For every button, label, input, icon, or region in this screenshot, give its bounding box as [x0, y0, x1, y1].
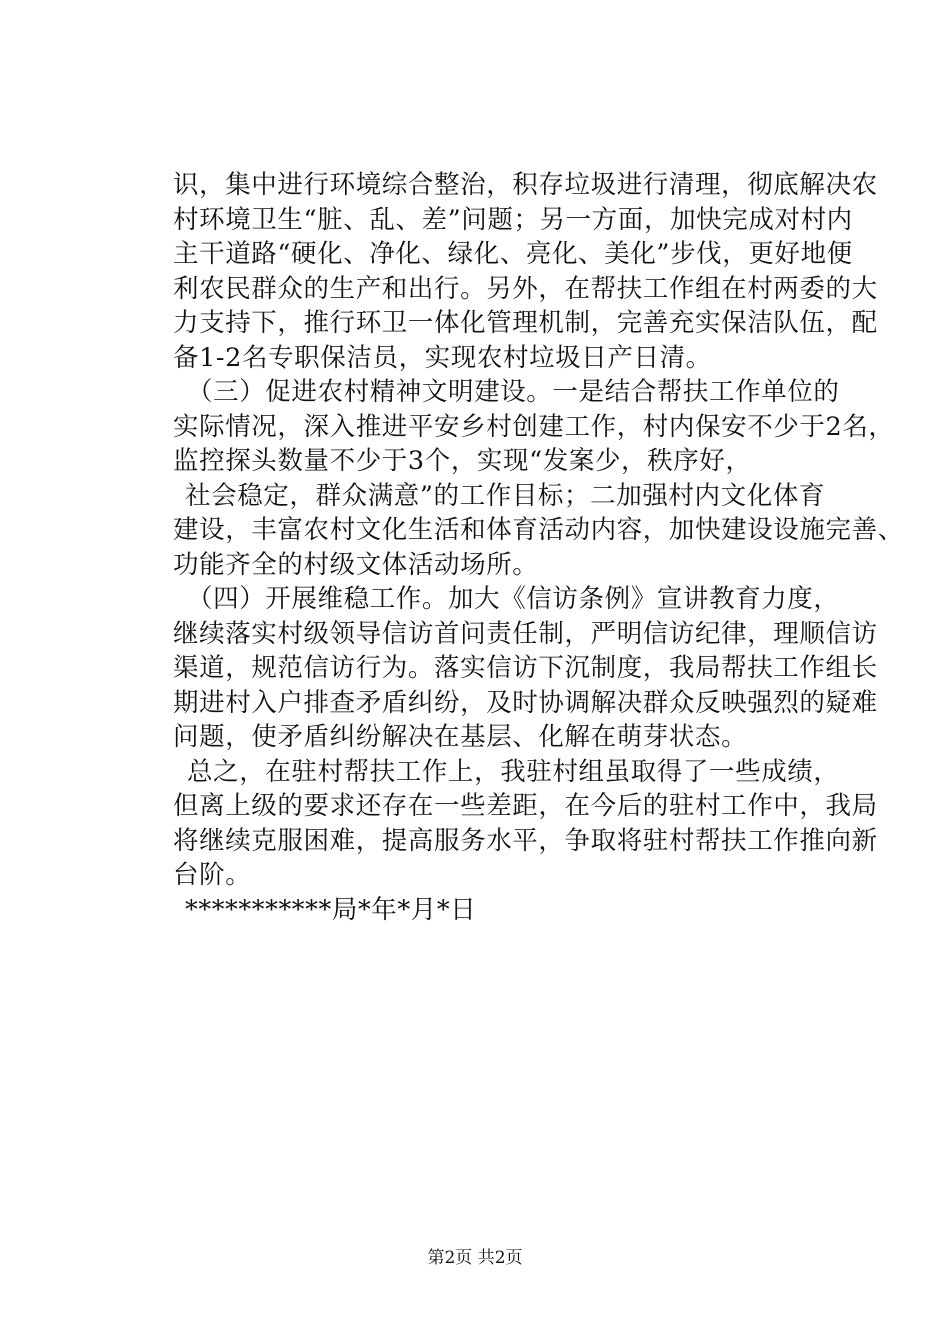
text-line: （四）开展维稳工作。加大《信访条例》宣讲教育力度， [187, 584, 840, 614]
text-line: 建设，丰富农村文化生活和体育活动内容，加快建设设施完善、 [173, 515, 904, 545]
body-text [173, 168, 904, 927]
text-line: 功能齐全的村级文体活动场所。 [173, 549, 539, 580]
text-line: 村环境卫生“脏、乱、差”问题；另一方面，加快完成对村内 [173, 204, 853, 235]
signature-line: ***********局*年*月*日 [185, 894, 477, 925]
text-line: 问题，使矛盾纠纷解决在基层、化解在萌芽状态。 [173, 722, 748, 752]
text-line: 但离上级的要求还存在一些差距，在今后的驻村工作中，我局 [173, 791, 878, 821]
text-line: 期进村入户排查矛盾纠纷，及时协调解决群众反映强烈的疑难 [173, 687, 878, 718]
text-line: 力支持下，推行环卫一体化管理机制，完善充实保洁队伍，配 [173, 308, 878, 338]
page-number: 第2页 共2页 [427, 1248, 523, 1268]
text-line: 识，集中进行环境综合整治，积存垃圾进行清理，彻底解决农 [173, 170, 878, 200]
text-line: 监控探头数量不少于3个，实现“发案少，秩序好， [173, 446, 752, 476]
text-line: 台阶。 [173, 860, 252, 890]
text-line: （三）促进农村精神文明建设。一是结合帮扶工作单位的 [187, 377, 840, 407]
text-line: 主干道路“硬化、净化、绿化、亮化、美化”步伐，更好地便 [173, 239, 853, 269]
text-line: 将继续克服困难，提高服务水平，争取将驻村帮扶工作推向新 [173, 825, 878, 856]
text-line: 继续落实村级领导信访首问责任制，严明信访纪律，理顺信访 [173, 618, 878, 649]
text-line: 渠道，规范信访行为。落实信访下沉制度，我局帮扶工作组长 [173, 653, 878, 683]
text-line: 总之，在驻村帮扶工作上，我驻村组虽取得了一些成绩， [187, 756, 840, 787]
text-line: 备1-2名专职保洁员，实现农村垃圾日产日清。 [173, 342, 712, 373]
text-line: 社会稳定，群众满意”的工作目标；二加强村内文化体育 [185, 480, 826, 511]
text-line: 实际情况，深入推进平安乡村创建工作，村内保安不少于2名， [173, 411, 895, 442]
text-line: 利农民群众的生产和出行。另外，在帮扶工作组在村两委的大 [173, 273, 878, 304]
